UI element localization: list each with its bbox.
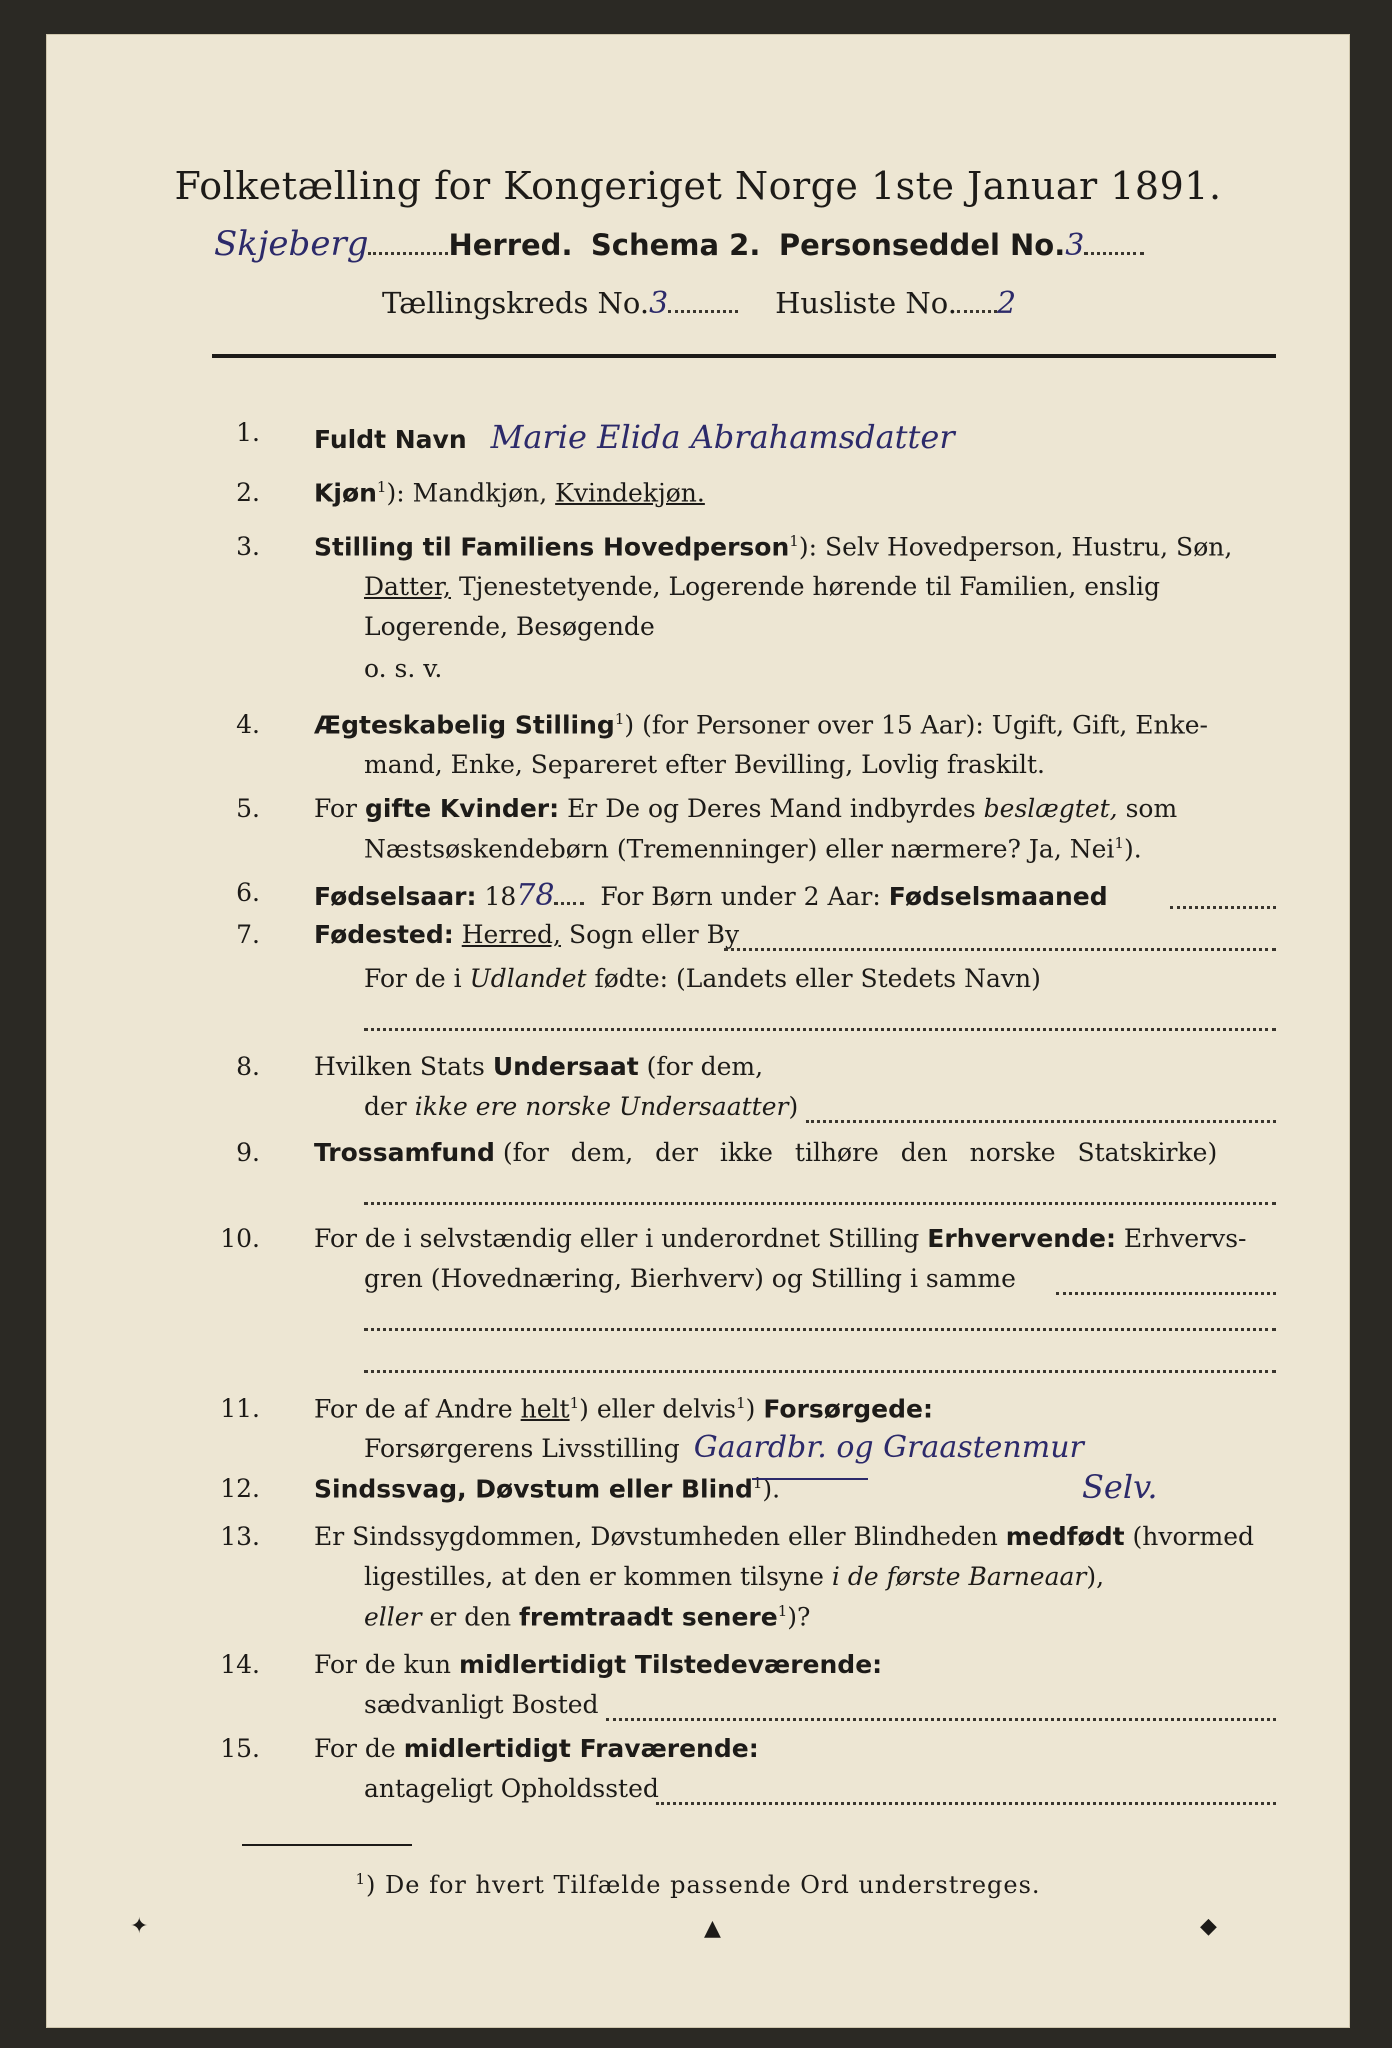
q3-underlined: Datter,	[364, 572, 451, 601]
punch-mark-left-icon: ✦	[130, 1914, 149, 1939]
q13-text-a: Er Sindssygdommen, Døvstumheden eller Blindheden	[314, 1522, 998, 1551]
footnote	[46, 1870, 1350, 1899]
q11-value: Gaardbr. og Graastenmur	[693, 1430, 1084, 1465]
q15-label: midlertidigt Fraværende:	[403, 1734, 759, 1763]
q4-sup: 1	[614, 710, 625, 728]
q10-text-b: Erhvervs-	[1123, 1224, 1247, 1253]
q5-number: 5.	[236, 794, 260, 823]
census-form-page	[46, 34, 1350, 2028]
q8-label: Undersaat	[492, 1052, 639, 1081]
q5-text-b: Er De og Deres Mand indbyrdes	[567, 794, 976, 823]
q3-line3-text: Logerende, Besøgende	[364, 612, 655, 641]
q1-number: 1.	[236, 418, 260, 447]
q12-label: Sindssvag, Døvstum eller Blind	[314, 1474, 753, 1504]
q13-text-b: (hvormed	[1132, 1522, 1255, 1551]
q6-text: For Børn under 2 Aar:	[600, 882, 881, 911]
q11-sup2: 1	[736, 1394, 746, 1412]
q7-line2-italic: Udlandet	[469, 964, 587, 993]
q12-number: 12.	[220, 1474, 260, 1503]
q10-number: 10.	[220, 1224, 260, 1253]
q13-line3-sup: 1	[777, 1602, 788, 1620]
q2-number: 2.	[236, 478, 260, 507]
q7-text: Sogn eller By	[568, 920, 740, 949]
q2-text: ): Mandkjøn,	[386, 478, 548, 508]
q6-prefix: 18	[484, 882, 517, 911]
personseddel-value: 3	[1065, 228, 1085, 263]
q13-line3-a: er den	[429, 1602, 512, 1632]
punch-mark-right-icon: ◆	[1200, 1914, 1217, 1939]
q9-answer-dots	[364, 1202, 1276, 1205]
q5-italic: beslægtet,	[983, 794, 1118, 823]
q3-sup: 1	[789, 532, 799, 550]
q13-line2-italic: i de første Barneaar	[831, 1562, 1087, 1591]
q8-text-b: (for dem,	[646, 1052, 764, 1081]
q10-answer-dots-2	[364, 1370, 1276, 1373]
schema-label: Schema 2.	[590, 228, 761, 262]
kreds-label: Tællingskreds No.	[382, 286, 650, 320]
q10-dots	[1056, 1292, 1276, 1295]
q11-label: Forsørgede:	[763, 1394, 933, 1424]
q7-answer-dots	[364, 1028, 1276, 1031]
q7-number: 7.	[236, 920, 260, 949]
footnote-text: ) De for hvert Tilfælde passende Ord understreges.	[366, 1871, 1041, 1899]
q14-line2-text: sædvanligt Bosted	[364, 1690, 599, 1719]
q10-label: Erhvervende:	[927, 1224, 1116, 1253]
q8-line2-b: )	[788, 1092, 799, 1121]
q13-line3-italic: eller	[364, 1602, 422, 1632]
q4-line2-text: mand, Enke, Separeret efter Bevilling, Lovlig fraskilt.	[364, 750, 1045, 779]
q12-text: ).	[762, 1474, 781, 1504]
q13-line2-a: ligestilles, at den er kommen tilsyne	[364, 1562, 824, 1591]
q8-text-a: Hvilken Stats	[314, 1052, 485, 1081]
q15-text: For de	[314, 1734, 396, 1763]
q14-text: For de kun	[314, 1650, 452, 1679]
q3-text: ): Selv Hovedperson, Hustru, Søn,	[798, 532, 1233, 562]
q13-number: 13.	[220, 1522, 260, 1551]
q4-number: 4.	[236, 710, 260, 739]
q8-dots	[806, 1120, 1276, 1123]
header-rule	[212, 354, 1276, 358]
kreds-value: 3	[649, 286, 669, 321]
q4-label: Ægteskabelig Stilling	[314, 710, 615, 740]
q3-label: Stilling til Familiens Hovedperson	[314, 532, 790, 562]
q13-line3-label: fremtraadt senere	[519, 1602, 778, 1632]
q9-label: Trossamfund	[314, 1138, 495, 1167]
q13-line3-b: )?	[787, 1602, 811, 1632]
q2-sup: 1	[376, 478, 387, 496]
q6-dots	[1170, 906, 1276, 909]
q3-line2-text: Tjenestetyende, Logerende hørende til Familien, enslig	[458, 572, 1161, 601]
q8-line2-italic: ikke ere norske Undersaatter	[414, 1092, 789, 1121]
q5-line2-sup: 1	[1114, 834, 1124, 852]
q8-line2-a: der	[364, 1092, 407, 1121]
footnote-sup: 1	[355, 1870, 366, 1888]
q3-line4-text: o. s. v.	[364, 654, 443, 683]
q9-number: 9.	[236, 1138, 260, 1167]
q11-text-b: ) eller delvis	[579, 1394, 737, 1424]
q6-label-b: Fødselsmaaned	[888, 882, 1108, 911]
q7-underlined: Herred,	[461, 920, 561, 949]
form-title: Folketælling for Kongeriget Norge 1ste Januar 1891.	[174, 164, 1222, 208]
q11-number: 11.	[220, 1394, 260, 1423]
q14-dots	[606, 1718, 1276, 1721]
q1-label: Fuldt Navn	[314, 425, 467, 454]
q6-label: Fødselsaar:	[314, 882, 477, 911]
q11-underlined: helt	[520, 1394, 570, 1424]
q11-text-a: For de af Andre	[314, 1394, 513, 1424]
q12-value: Selv.	[1082, 1468, 1158, 1506]
q5-label: gifte Kvinder:	[364, 794, 560, 823]
q3-number: 3.	[236, 532, 260, 561]
q7-line2-a: For de i	[364, 964, 462, 993]
q13-line2-b: ),	[1086, 1562, 1105, 1591]
footnote-rule	[242, 1844, 412, 1846]
husliste-label: Husliste No.	[775, 286, 957, 320]
q5-line2-end: ).	[1123, 834, 1142, 864]
q9-text: (for dem, der ikke tilhøre den norske Statskirke)	[502, 1138, 1218, 1167]
q13-label: medfødt	[1005, 1522, 1125, 1551]
q5-text-a: For	[314, 794, 357, 823]
q6-value: 78	[516, 878, 555, 913]
q11-sup: 1	[569, 1394, 580, 1412]
kreds-line	[382, 286, 1016, 321]
q10-answer-dots-1	[364, 1328, 1276, 1331]
q15-line2-text: antageligt Opholdssted	[364, 1774, 659, 1803]
q6-number: 6.	[236, 878, 260, 907]
q15-number: 15.	[220, 1734, 260, 1763]
q4-text: ) (for Personer over 15 Aar): Ugift, Gift, Enke-	[624, 710, 1208, 740]
q10-text-a: For de i selvstændig eller i underordnet Stilling	[314, 1224, 920, 1253]
personseddel-label: Personseddel No.	[778, 228, 1066, 262]
husliste-value: 2	[996, 286, 1017, 321]
q7-label: Fødested:	[314, 920, 454, 949]
q1-value: Marie Elida Abrahamsdatter	[490, 418, 955, 456]
q8-number: 8.	[236, 1052, 260, 1081]
q11-text-c: )	[745, 1394, 756, 1424]
punch-mark-center-icon: ▲	[704, 1916, 721, 1941]
herred-label: Herred.	[448, 228, 573, 262]
herred-line	[214, 224, 1144, 264]
q15-dots	[656, 1802, 1276, 1805]
q14-label: midlertidigt Tilstedeværende:	[458, 1650, 883, 1679]
herred-value: Skjeberg	[214, 224, 369, 264]
q7-line2-b: fødte: (Landets eller Stedets Navn)	[594, 964, 1041, 993]
q2-label: Kjøn	[314, 478, 377, 508]
q2-underlined: Kvindekjøn.	[555, 478, 705, 508]
q14-number: 14.	[220, 1650, 260, 1679]
q7-dots	[724, 948, 1276, 951]
q5-text-c: som	[1125, 794, 1178, 823]
q12-stroke	[752, 1478, 868, 1480]
q5-line2-text: Næstsøskendebørn (Tremenninger) eller nærmere? Ja, Nei	[364, 834, 1115, 864]
q12-sup: 1	[752, 1474, 763, 1492]
q10-line2-text: gren (Hovednæring, Bierhverv) og Stilling i samme	[364, 1264, 1016, 1293]
q11-line2-text: Forsørgerens Livsstilling	[364, 1434, 680, 1463]
